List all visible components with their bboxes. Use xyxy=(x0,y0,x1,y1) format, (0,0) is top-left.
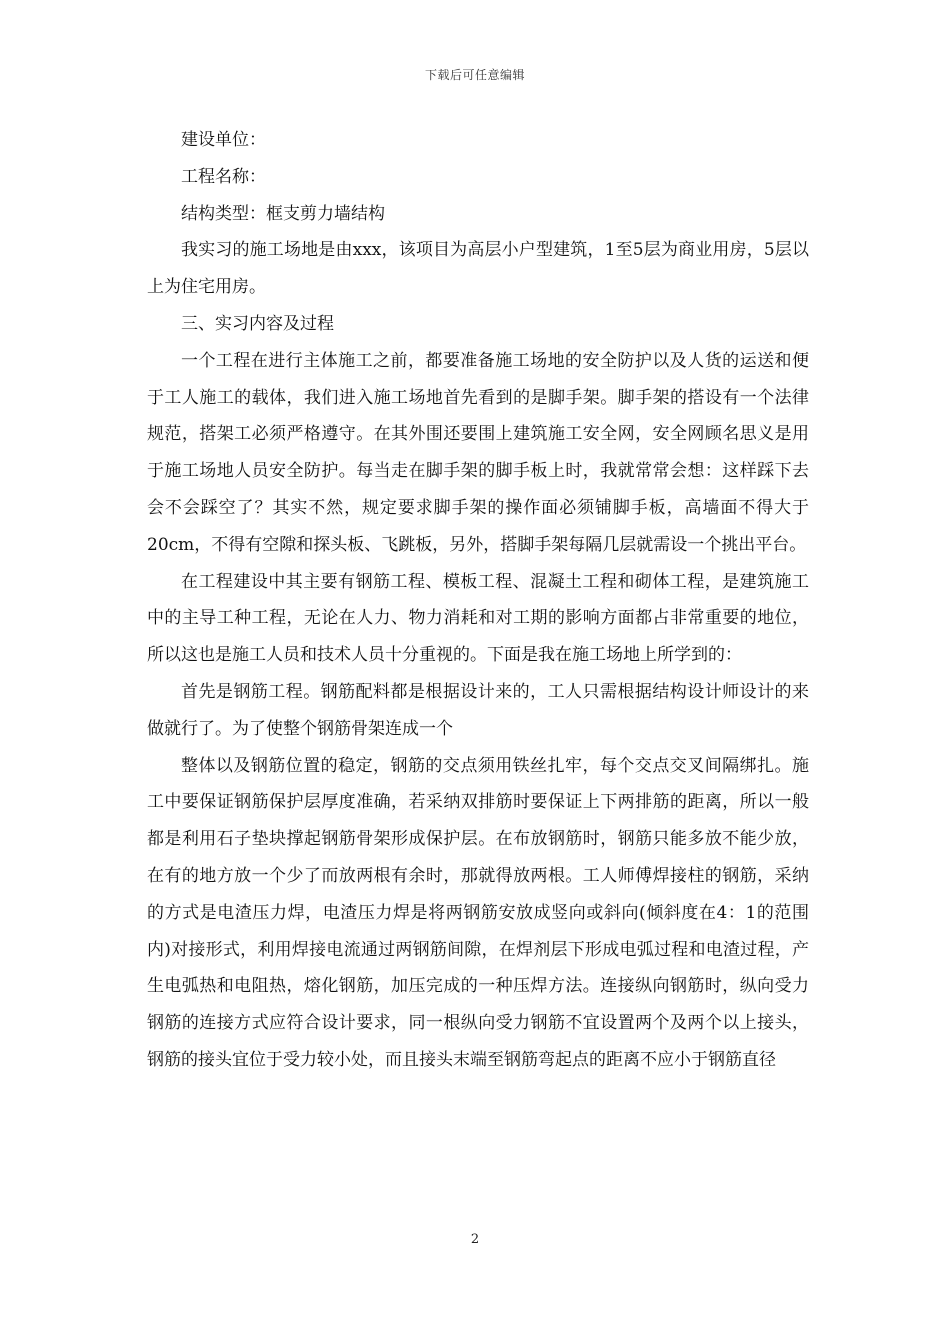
paragraph-scaffolding: 一个工程在进行主体施工之前，都要准备施工场地的安全防护以及人货的运送和便于工人施工的载体，我们进入施工场地首先看到的是脚手架。脚手架的搭设有一个法律规范，搭架工必须严格遵守。在其外围还要围上建筑施工安全网，安全网顾名思义是用于施工场地人员安全防护。每当走在脚手架的脚手板上时，我就常常会想：这样踩下去会不会踩空了？其实不然，规定要求脚手架的操作面必须铺脚手板，高墙面不得大于20cm，不得有空隙和探头板、飞跳板，另外，搭脚手架每隔几层就需设一个挑出平台。 xyxy=(147,350,809,555)
page-header: 下载后可任意编辑 xyxy=(424,68,525,82)
paragraph-rebar-intro: 首先是钢筋工程。钢筋配料都是根据设计来的，工人只需根据结构设计师设计的来做就行了。为了使整个钢筋骨架连成一个 xyxy=(147,681,809,739)
page-number: 2 xyxy=(470,1232,480,1247)
paragraph-main-works: 在工程建设中其主要有钢筋工程、模板工程、混凝土工程和砌体工程，是建筑施工中的主导工种工程，无论在人力、物力消耗和对工期的影响方面都占非常重要的地位，所以这也是施工人员和技术人员十分重视的。下面是我在施工场地上所学到的： xyxy=(147,571,809,666)
document-body xyxy=(147,122,809,1079)
paragraph-project-name: 工程名称： xyxy=(181,166,266,187)
paragraph-site-intro: 我实习的施工场地是由xxx，该项目为高层小户型建筑，1至5层为商业用房，5层以上为住宅用房。 xyxy=(147,240,809,298)
paragraph-rebar-details: 整体以及钢筋位置的稳定，钢筋的交点须用铁丝扎牢，每个交点交叉间隔绑扎。施工中要保证钢筋保护层厚度准确，若采纳双排筋时要保证上下两排筋的距离，所以一般都是利用石子垫块撑起钢筋骨架形成保护层。在布放钢筋时，钢筋只能多放不能少放，在有的地方放一个少了而放两根有余时，那就得放两根。工人师傅焊接柱的钢筋，采纳的方式是电渣压力焊，电渣压力焊是将两钢筋安放成竖向或斜向(倾斜度在4：1的范围内)对接形式，利用焊接电流通过两钢筋间隙，在焊剂层下形成电弧过程和电渣过程，产生电弧热和电阻热，熔化钢筋，加压完成的一种压焊方法。连接纵向钢筋时，纵向受力钢筋的连接方式应符合设计要求，同一根纵向受力钢筋不宜设置两个及两个以上接头，钢筋的接头宜位于受力较小处，而且接头末端至钢筋弯起点的距离不应小于钢筋直径 xyxy=(147,755,809,1070)
section-heading-internship-content: 三、实习内容及过程 xyxy=(181,313,334,334)
paragraph-structure-type: 结构类型：框支剪力墙结构 xyxy=(181,203,385,224)
paragraph-construction-unit: 建设单位： xyxy=(181,130,266,150)
